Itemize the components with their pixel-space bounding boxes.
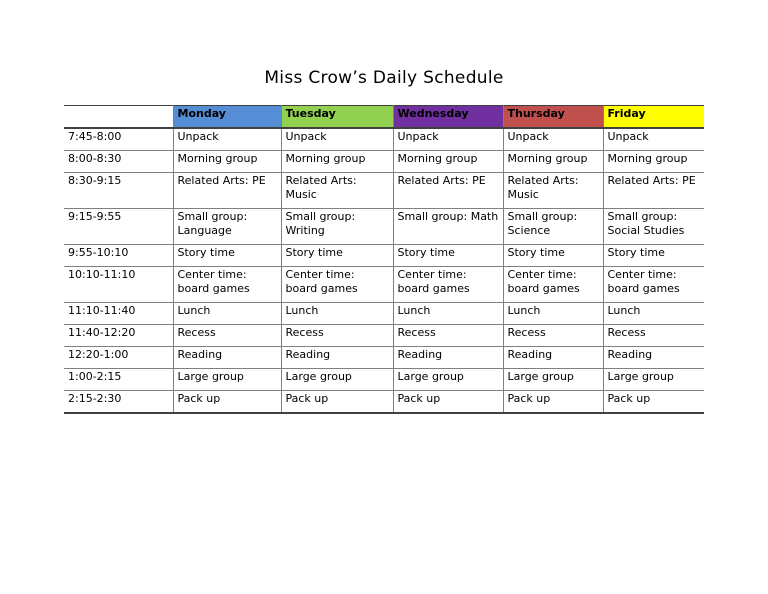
activity-cell-thursday: Morning group — [503, 151, 603, 173]
activity-cell-friday: Recess — [603, 325, 704, 347]
table-row — [64, 267, 704, 303]
activity-cell-wednesday: Center time: board games — [393, 267, 503, 303]
activity-cell-monday: Center time: board games — [173, 267, 281, 303]
activity-cell-thursday: Story time — [503, 245, 603, 267]
activity-cell-wednesday: Small group: Math — [393, 209, 503, 245]
activity-cell-tuesday: Unpack — [281, 128, 393, 151]
table-row — [64, 303, 704, 325]
activity-cell-monday: Lunch — [173, 303, 281, 325]
activity-cell-friday: Reading — [603, 347, 704, 369]
table-row — [64, 347, 704, 369]
header-cell-wednesday: Wednesday — [393, 106, 503, 129]
table-row — [64, 173, 704, 209]
activity-cell-monday: Pack up — [173, 391, 281, 414]
activity-cell-wednesday: Story time — [393, 245, 503, 267]
activity-cell-monday: Related Arts: PE — [173, 173, 281, 209]
time-slot-cell: 7:45-8:00 — [64, 128, 173, 151]
activity-cell-tuesday: Small group: Writing — [281, 209, 393, 245]
page-title: Miss Crow’s Daily Schedule — [264, 68, 504, 88]
activity-cell-wednesday: Related Arts: PE — [393, 173, 503, 209]
activity-cell-thursday: Center time: board games — [503, 267, 603, 303]
activity-cell-tuesday: Morning group — [281, 151, 393, 173]
activity-cell-tuesday: Pack up — [281, 391, 393, 414]
time-slot-cell: 12:20-1:00 — [64, 347, 173, 369]
activity-cell-tuesday: Reading — [281, 347, 393, 369]
header-cell-friday: Friday — [603, 106, 704, 129]
table-row — [64, 391, 704, 414]
activity-cell-wednesday: Unpack — [393, 128, 503, 151]
activity-cell-tuesday: Large group — [281, 369, 393, 391]
activity-cell-wednesday: Morning group — [393, 151, 503, 173]
activity-cell-friday: Small group: Social Studies — [603, 209, 704, 245]
activity-cell-monday: Large group — [173, 369, 281, 391]
table-row — [64, 325, 704, 347]
activity-cell-friday: Story time — [603, 245, 704, 267]
activity-cell-wednesday: Reading — [393, 347, 503, 369]
activity-cell-monday: Story time — [173, 245, 281, 267]
time-slot-cell: 10:10-11:10 — [64, 267, 173, 303]
activity-cell-friday: Center time: board games — [603, 267, 704, 303]
activity-cell-wednesday: Large group — [393, 369, 503, 391]
activity-cell-monday: Recess — [173, 325, 281, 347]
activity-cell-wednesday: Lunch — [393, 303, 503, 325]
activity-cell-friday: Related Arts: PE — [603, 173, 704, 209]
activity-cell-tuesday: Center time: board games — [281, 267, 393, 303]
time-slot-cell: 9:55-10:10 — [64, 245, 173, 267]
header-cell-monday: Monday — [173, 106, 281, 129]
time-slot-cell: 8:30-9:15 — [64, 173, 173, 209]
time-slot-cell: 1:00-2:15 — [64, 369, 173, 391]
table-row — [64, 245, 704, 267]
activity-cell-monday: Unpack — [173, 128, 281, 151]
table-row — [64, 369, 704, 391]
activity-cell-thursday: Recess — [503, 325, 603, 347]
activity-cell-monday: Reading — [173, 347, 281, 369]
schedule-body — [64, 128, 704, 413]
table-row — [64, 151, 704, 173]
time-slot-cell: 9:15-9:55 — [64, 209, 173, 245]
header-row — [64, 106, 704, 129]
activity-cell-monday: Morning group — [173, 151, 281, 173]
activity-cell-friday: Lunch — [603, 303, 704, 325]
time-slot-cell: 11:10-11:40 — [64, 303, 173, 325]
activity-cell-thursday: Unpack — [503, 128, 603, 151]
activity-cell-tuesday: Recess — [281, 325, 393, 347]
activity-cell-thursday: Related Arts: Music — [503, 173, 603, 209]
activity-cell-tuesday: Related Arts: Music — [281, 173, 393, 209]
activity-cell-monday: Small group: Language — [173, 209, 281, 245]
table-row — [64, 128, 704, 151]
activity-cell-friday: Morning group — [603, 151, 704, 173]
activity-cell-thursday: Large group — [503, 369, 603, 391]
time-slot-cell: 11:40-12:20 — [64, 325, 173, 347]
activity-cell-thursday: Reading — [503, 347, 603, 369]
activity-cell-thursday: Lunch — [503, 303, 603, 325]
activity-cell-friday: Unpack — [603, 128, 704, 151]
activity-cell-tuesday: Lunch — [281, 303, 393, 325]
activity-cell-thursday: Pack up — [503, 391, 603, 414]
activity-cell-wednesday: Recess — [393, 325, 503, 347]
time-slot-cell: 2:15-2:30 — [64, 391, 173, 414]
activity-cell-tuesday: Story time — [281, 245, 393, 267]
table-row — [64, 209, 704, 245]
header-cell-thursday: Thursday — [503, 106, 603, 129]
header-cell-time — [64, 106, 173, 129]
activity-cell-friday: Large group — [603, 369, 704, 391]
header-cell-tuesday: Tuesday — [281, 106, 393, 129]
activity-cell-thursday: Small group: Science — [503, 209, 603, 245]
schedule-table — [64, 105, 704, 414]
activity-cell-friday: Pack up — [603, 391, 704, 414]
activity-cell-wednesday: Pack up — [393, 391, 503, 414]
time-slot-cell: 8:00-8:30 — [64, 151, 173, 173]
